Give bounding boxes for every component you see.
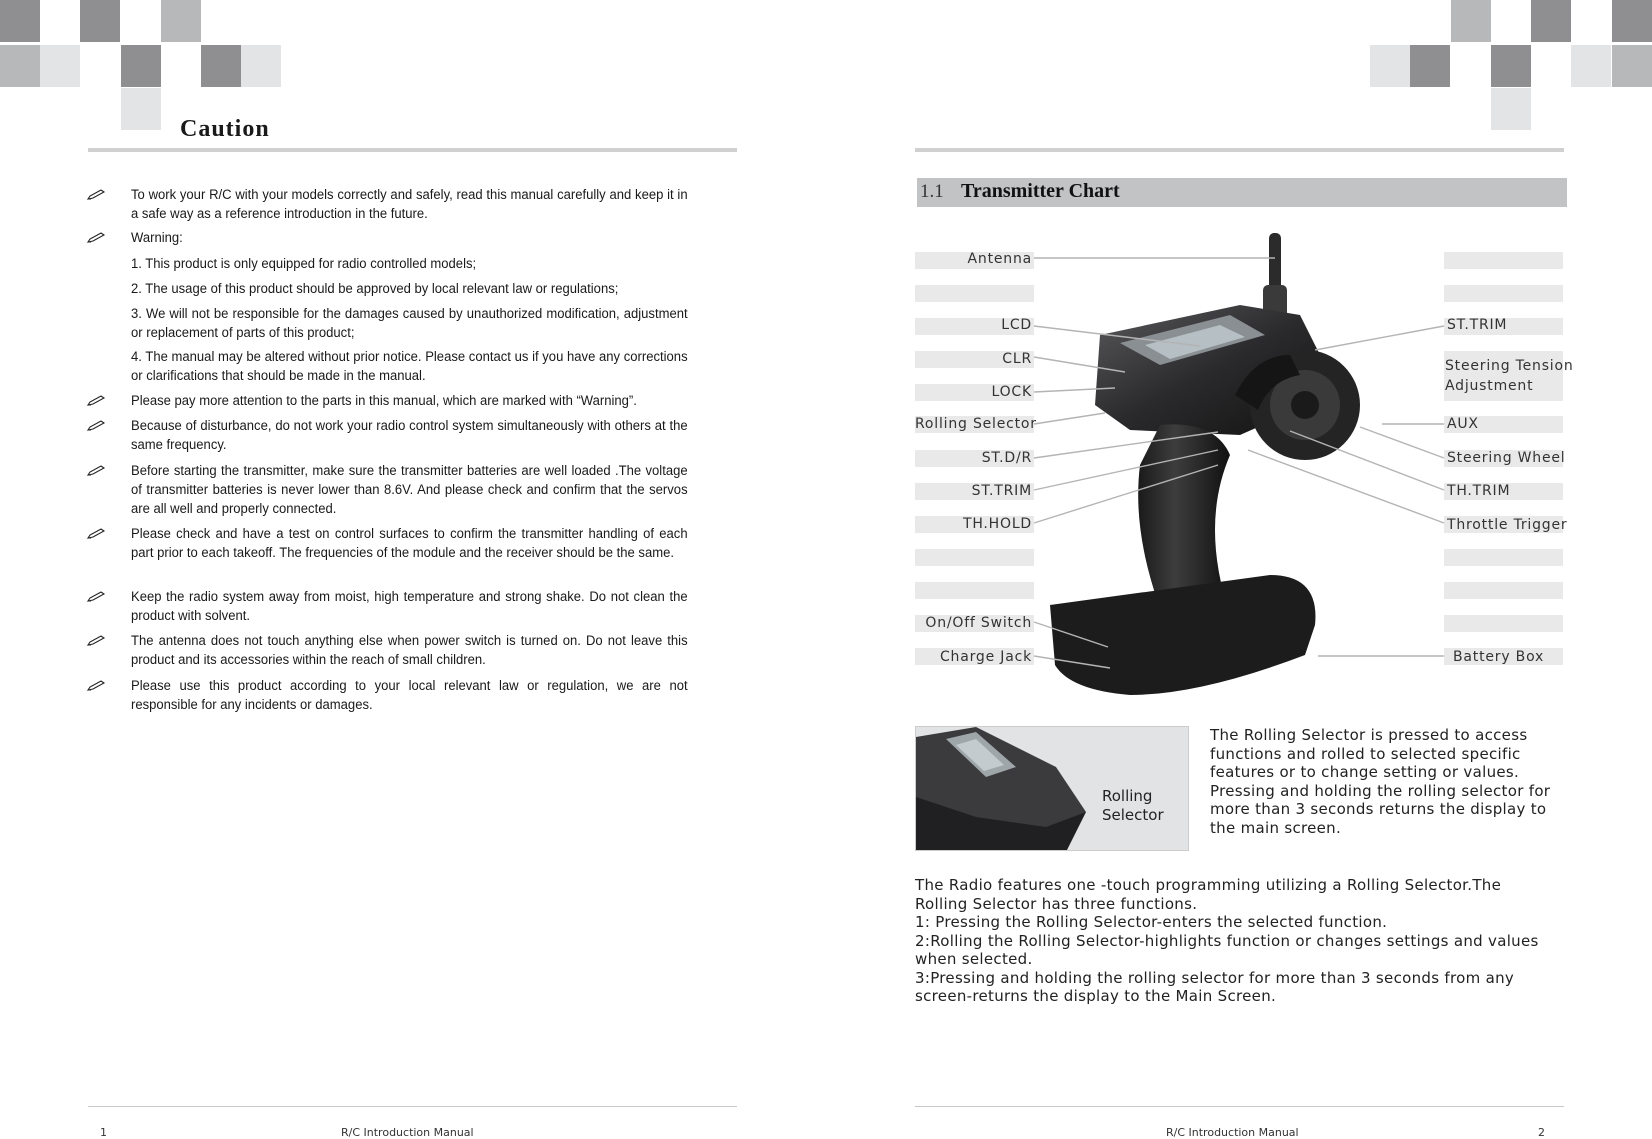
caution-item: To work your R/C with your models correctly and safely, read this manual carefully and keep it in a safe way as a reference introduction in the future. [131,187,688,222]
body-line: 1: Pressing the Rolling Selector-enters the selected function. [915,913,1388,931]
caution-item: Please pay more attention to the parts in this manual, which are marked with “Warning”. [131,393,637,409]
body-line: 3:Pressing and holding the rolling selector for more than 3 seconds from any [915,968,1515,987]
inset-description: The Rolling Selector is pressed to access functions and rolled to selected specific features or to change setting or values. Pressing and holding the rolling selector for more than 3 seconds returns the display to the main screen. [1210,726,1551,837]
page-number: 2 [1538,1126,1545,1139]
warning-subitem: 4. The manual may be altered without prior notice. Please contact us if you have any corrections or clarifications that should be made in the manual. [131,349,688,384]
leader-line [1034,622,1108,647]
leader-line [1034,413,1105,424]
body-line: Rolling Selector has three functions. [915,894,1198,913]
leader-line [1034,388,1115,392]
label-left-8: On/Off Switch [925,615,1032,631]
label-right-2: Adjustment [1445,378,1534,394]
leader-line [1315,326,1444,350]
label-left-4: Rolling Selector [915,416,1037,432]
warning-subitem: 2. The usage of this product should be approved by local relevant law or regulations; [131,281,619,297]
label-right-0: ST.TRIM [1447,317,1508,333]
label-right-4: Steering Wheel [1447,450,1566,466]
label-right-5: TH.TRIM [1447,483,1511,499]
label-left-3: LOCK [991,384,1032,400]
leader-line [1034,357,1125,372]
leader-line [1360,427,1444,458]
caution-item: The antenna does not touch anything else when power switch is turned on. Do not leave this product and its accessories within the reach of small children. [131,633,688,668]
caution-item: Before starting the transmitter, make sure the transmitter batteries are well loaded .The voltage of transmitter batteries is never lower than 8.6V. And please check and confirm that the servos are all well and properly connected. [131,463,688,517]
label-right-1: Steering Tension [1445,358,1574,374]
section-title: Transmitter Chart [961,180,1120,202]
label-left-7: TH.HOLD [962,516,1032,532]
warning-subitem: 1. This product is only equipped for radio controlled models; [131,256,477,272]
caution-item: Because of disturbance, do not work your radio control system simultaneously with others at the same frequency. [131,418,688,453]
body-line: 2:Rolling the Rolling Selector-highlights function or changes settings and values [915,931,1539,950]
caution-item: Please check and have a test on control surfaces to confirm the transmitter handling of each part prior to each takeoff. The frequencies of the module and the receiver should be the same. [131,526,688,561]
caution-item: Please use this product according to your local relevant law or regulation, we are not responsible for any incidents or damages. [131,678,688,713]
label-left-9: Charge Jack [939,649,1032,665]
leader-line [1248,450,1444,523]
footer-rule [915,1106,1564,1107]
page-title: Caution [180,116,270,142]
leader-line [1034,450,1218,490]
label-right-3: AUX [1447,416,1479,432]
leader-line [1034,465,1218,523]
section-number: 1.1 [920,181,944,202]
warning-subitem: 3. We will not be responsible for the damages caused by unauthorized modification, adjustment or replacement of parts of this product; [131,306,688,341]
inset-label: Rolling Selector [1102,787,1164,824]
label-left-5: ST.D/R [981,450,1032,466]
label-left-1: LCD [1001,317,1032,333]
label-right-7: Battery Box [1453,649,1545,665]
caution-item: Warning: [131,230,183,246]
body-line: screen-returns the display to the Main Screen. [915,987,1277,1005]
label-left-0: Antenna [967,251,1032,267]
footer-title: R/C Introduction Manual [1166,1126,1299,1139]
leader-line [1034,326,1200,346]
label-left-6: ST.TRIM [971,483,1032,499]
body-line: when selected. [915,950,1033,968]
caution-item: Keep the radio system away from moist, high temperature and strong shake. Do not clean the product with solvent. [131,589,688,624]
leader-line [1034,432,1218,458]
label-right-6: Throttle Trigger [1447,517,1568,533]
body-line: The Radio features one -touch programming utilizing a Rolling Selector.The [915,876,1502,894]
page-number: 1 [100,1126,107,1139]
label-left-2: CLR [1002,351,1032,367]
footer-title: R/C Introduction Manual [341,1126,474,1139]
leader-line [1034,656,1110,668]
leader-line [1290,431,1444,490]
